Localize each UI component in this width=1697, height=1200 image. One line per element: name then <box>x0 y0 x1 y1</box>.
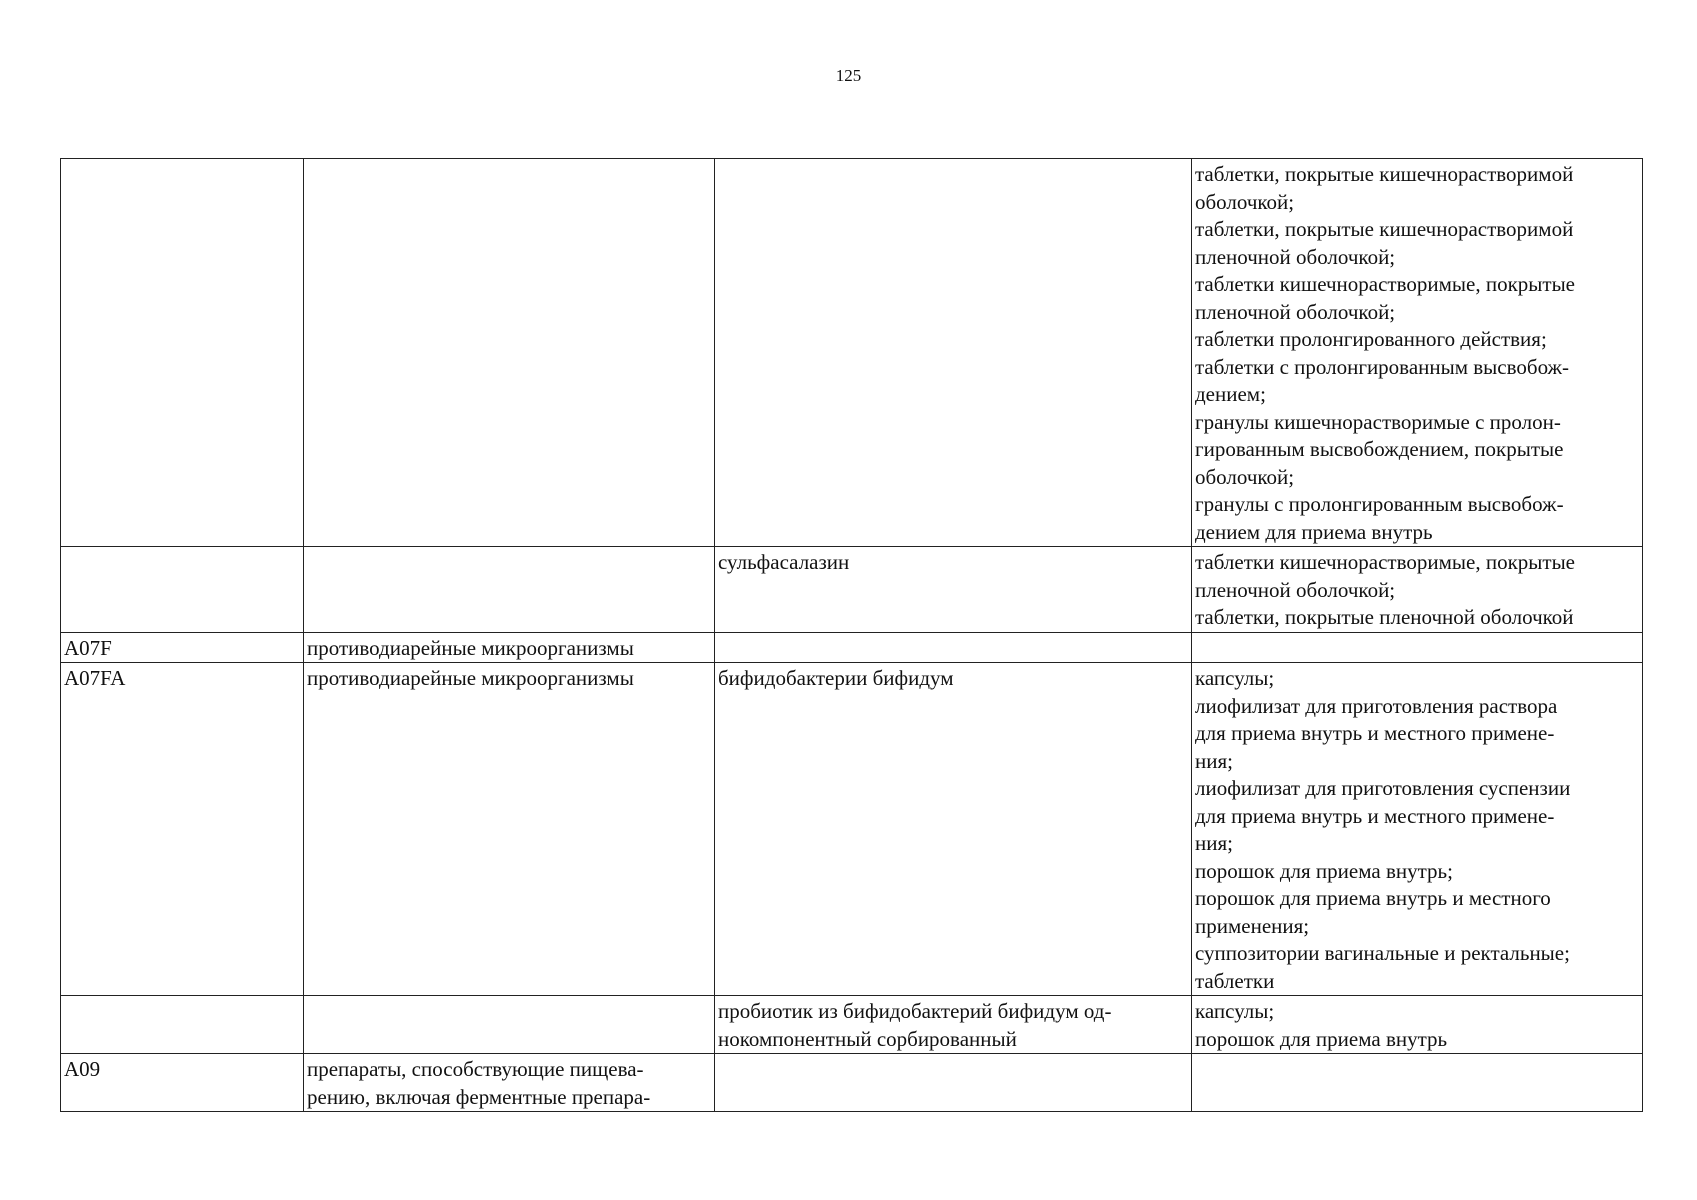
atc-code-cell <box>61 663 304 996</box>
text-line: бифидобактерии бифидум <box>718 666 954 690</box>
text-line: лиофилизат для приготовления раствора <box>1195 693 1558 718</box>
dosage-forms-cell <box>1192 663 1643 996</box>
atc-code-cell <box>61 159 304 547</box>
text-line: ния; <box>1195 748 1233 773</box>
table-row <box>61 663 1643 996</box>
text-line: A09 <box>64 1057 101 1081</box>
text-line: A07F <box>64 635 112 660</box>
table-row <box>61 632 1643 663</box>
text-line: таблетки, покрытые кишечнорастворимой <box>1195 217 1574 241</box>
dosage-forms-cell <box>1192 632 1643 663</box>
text-line: дением для приема внутрь <box>1195 519 1433 544</box>
table-body <box>61 159 1643 1112</box>
drug-name-cell <box>715 632 1192 663</box>
text-line: A07FA <box>64 666 126 690</box>
text-line: таблетки <box>1195 968 1275 993</box>
drug-name-cell <box>715 1054 1192 1112</box>
text-line: таблетки, покрытые кишечнорастворимой <box>1195 162 1574 186</box>
text-line: порошок для приема внутрь и местного <box>1195 886 1551 910</box>
text-line: рению, включая ферментные препара- <box>307 1084 651 1109</box>
text-line: гранулы с пролонгированным высвобож- <box>1195 492 1564 516</box>
text-line: гированным высвобождением, покрытые <box>1195 437 1564 461</box>
group-name-cell <box>304 547 715 633</box>
drug-table <box>60 158 1643 1112</box>
text-line: капсулы; <box>1195 666 1275 690</box>
drug-name-cell <box>715 159 1192 547</box>
drug-name-cell <box>715 663 1192 996</box>
page-number: 125 <box>835 66 862 85</box>
text-line: гранулы кишечнорастворимые с пролон- <box>1195 409 1561 434</box>
text-line: для приема внутрь и местного примене- <box>1195 803 1555 828</box>
text-line: пробиотик из бифидобактерий бифидум од- <box>718 999 1112 1023</box>
text-line: таблетки пролонгированного действия; <box>1195 327 1547 351</box>
text-line: дением; <box>1195 382 1266 406</box>
table-row <box>61 996 1643 1054</box>
dosage-forms-cell <box>1192 547 1643 633</box>
text-line: для приема внутрь и местного примене- <box>1195 721 1555 745</box>
text-line: таблетки кишечнорастворимые, покрытые <box>1195 272 1575 296</box>
table-row <box>61 1054 1643 1112</box>
text-line: оболочкой; <box>1195 189 1295 214</box>
group-name-cell <box>304 663 715 996</box>
text-line: оболочкой; <box>1195 464 1295 489</box>
text-line: капсулы; <box>1195 999 1275 1023</box>
text-line: таблетки с пролонгированным высвобож- <box>1195 354 1570 379</box>
text-line: лиофилизат для приготовления суспензии <box>1195 776 1571 800</box>
atc-code-cell <box>61 547 304 633</box>
text-line: пленочной оболочкой; <box>1195 244 1396 269</box>
text-line: ния; <box>1195 831 1233 855</box>
table-row <box>61 547 1643 633</box>
text-line: таблетки кишечнорастворимые, покрытые <box>1195 550 1575 574</box>
atc-code-cell <box>61 996 304 1054</box>
drug-name-cell <box>715 996 1192 1054</box>
dosage-forms-cell <box>1192 996 1643 1054</box>
text-line: применения; <box>1195 913 1310 938</box>
text-line: суппозитории вагинальные и ректальные; <box>1195 941 1570 965</box>
group-name-cell <box>304 1054 715 1112</box>
text-line: нокомпонентный сорбированный <box>718 1026 1017 1051</box>
atc-code-cell <box>61 632 304 663</box>
dosage-forms-cell <box>1192 1054 1643 1112</box>
atc-code-cell <box>61 1054 304 1112</box>
group-name-cell <box>304 632 715 663</box>
text-line: таблетки, покрытые пленочной оболочкой <box>1195 605 1574 629</box>
text-line: противодиарейные микроорганизмы <box>307 635 634 660</box>
table-row <box>61 159 1643 547</box>
text-line: противодиарейные микроорганизмы <box>307 666 634 690</box>
text-line: порошок для приема внутрь <box>1195 1026 1448 1051</box>
text-line: пленочной оболочкой; <box>1195 299 1396 324</box>
text-line: препараты, способствующие пищева- <box>307 1057 644 1081</box>
group-name-cell <box>304 159 715 547</box>
text-line: пленочной оболочкой; <box>1195 577 1396 602</box>
dosage-forms-cell <box>1192 159 1643 547</box>
text-line: сульфасалазин <box>718 550 850 574</box>
text-line: порошок для приема внутрь; <box>1195 858 1453 883</box>
drug-name-cell <box>715 547 1192 633</box>
group-name-cell <box>304 996 715 1054</box>
